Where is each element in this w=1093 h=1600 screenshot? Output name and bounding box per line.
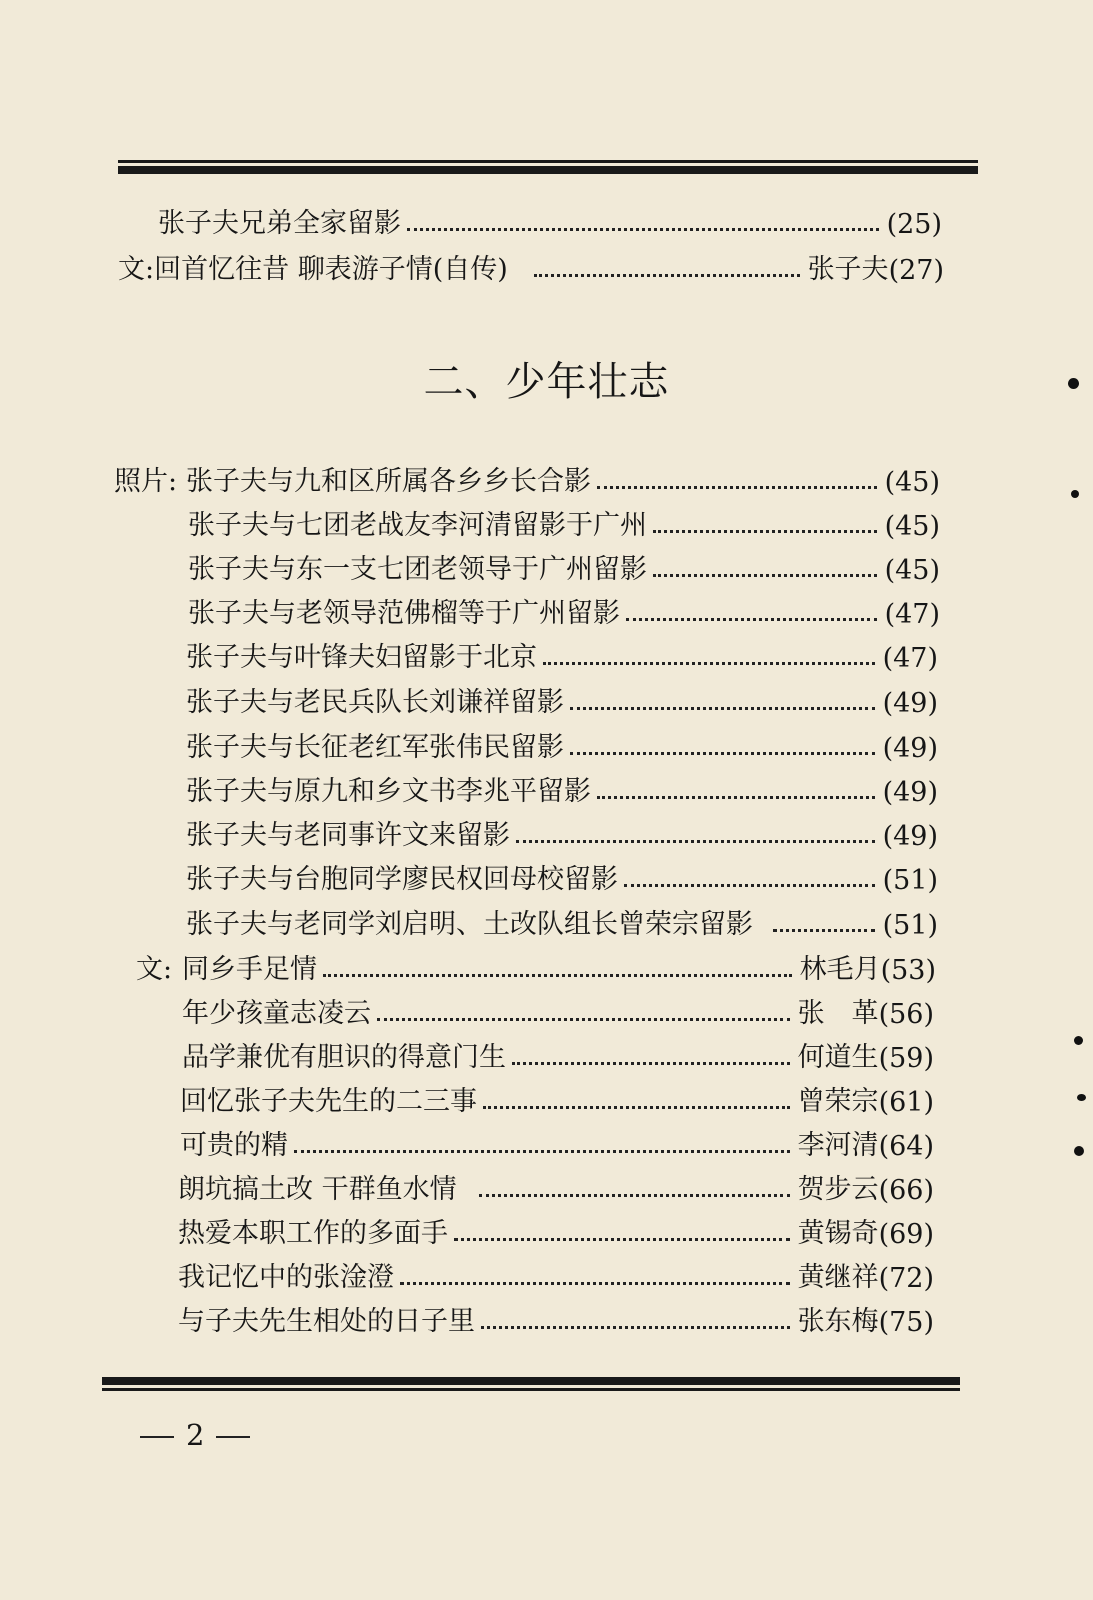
entry-author: 曾荣宗 [797,1086,879,1117]
dot-leader [570,752,875,755]
entry-title: 张子夫与老民兵队长刘谦祥留影 [186,687,564,718]
entry-page: (69) [878,1219,934,1250]
toc-entry [180,1126,934,1162]
dot-leader [323,974,792,977]
entry-title: 热爱本职工作的多面手 [178,1218,448,1249]
entry-page: (45) [884,555,940,586]
entry-title: 张子夫兄弟全家留影 [158,208,401,239]
entry-title: 同乡手足情 [182,954,317,985]
toc-entry [178,1214,934,1250]
dot-leader [653,574,877,577]
toc-entry [118,250,944,286]
entry-page: (49) [882,777,938,808]
dot-leader [407,228,879,231]
scan-speck [1077,1094,1086,1101]
entry-author: 李河清 [797,1130,879,1161]
dot-leader [377,1018,790,1021]
entry-page: (27) [888,255,944,286]
toc-entry [178,1302,934,1338]
dot-leader [543,662,875,665]
entry-page: (64) [878,1131,934,1162]
dot-leader [626,618,877,621]
entry-title: 张子夫与老同事许文来留影 [186,820,510,851]
dot-leader [516,840,875,843]
entry-title: 可贵的精 [180,1130,288,1161]
entry-prefix: 文: [118,254,155,285]
toc-entry [186,860,938,896]
entry-title: 张子夫与老同学刘启明、土改队组长曾荣宗留影 [186,909,753,940]
entry-author: 何道生 [797,1042,879,1073]
toc-entry [186,816,938,852]
entry-page: (49) [882,688,938,719]
entry-page: (47) [884,599,940,630]
entry-author: 张子夫 [807,254,889,285]
toc-entry [158,204,942,240]
entry-page: (53) [880,955,936,986]
toc-entry [114,462,940,498]
entry-page: (45) [884,511,940,542]
dot-leader [483,1106,790,1109]
dot-leader [773,929,875,932]
scan-speck [1074,1036,1083,1045]
toc-entry [186,728,938,764]
scan-speck [1074,1146,1084,1156]
dot-leader [400,1282,790,1285]
folio-dash-left [140,1436,174,1438]
text-prefix: 文: [136,954,173,985]
entry-page: (49) [882,733,938,764]
toc-entry [178,1258,934,1294]
section-heading: 二、少年壮志 [423,359,670,405]
entry-author: 林毛月 [799,954,881,985]
toc-entry [182,1038,934,1074]
dot-leader [597,796,875,799]
bottom-rule [102,1377,960,1391]
entry-page: (51) [882,910,938,941]
toc-entry [136,950,936,986]
toc-entry [178,1170,934,1206]
entry-author: 张 革 [797,998,879,1029]
dot-leader [479,1194,790,1197]
toc-entry [186,772,938,808]
top-rule [118,160,978,174]
dot-leader [570,707,875,710]
entry-title: 张子夫与长征老红军张伟民留影 [186,732,564,763]
entry-page: (72) [878,1263,934,1294]
entry-title: 张子夫与七团老战友李河清留影于广州 [188,510,647,541]
entry-title: 张子夫与老领导范佛榴等于广州留影 [188,598,620,629]
entry-page: (25) [886,209,942,240]
entry-author: 黄锡奇 [797,1218,879,1249]
entry-title: 我记忆中的张淦澄 [178,1262,394,1293]
entry-page: (56) [878,999,934,1030]
entry-page: (47) [882,643,938,674]
entry-title: 回首忆往昔 聊表游子情(自传) [154,254,508,285]
dot-leader [454,1238,790,1241]
entry-title: 张子夫与叶锋夫妇留影于北京 [186,642,537,673]
dot-leader [653,530,877,533]
scan-speck [1071,490,1079,498]
dot-leader [512,1062,790,1065]
toc-entry [180,1082,934,1118]
toc-entry [188,550,940,586]
entry-page: (61) [878,1087,934,1118]
toc-entry [188,594,940,630]
entry-page: (49) [882,821,938,852]
entry-page: (66) [878,1175,934,1206]
entry-title: 与子夫先生相处的日子里 [178,1306,475,1337]
toc-entry [182,994,934,1030]
page-number-value: 2 [186,1418,205,1452]
entry-title: 回忆张子夫先生的二三事 [180,1086,477,1117]
entry-title: 品学兼优有胆识的得意门生 [182,1042,506,1073]
entry-page: (59) [878,1043,934,1074]
dot-leader [624,884,875,887]
dot-leader [597,486,877,489]
photo-prefix: 照片: [114,466,178,497]
entry-author: 张东梅 [797,1306,879,1337]
toc-entry [188,506,940,542]
entry-title: 张子夫与原九和乡文书李兆平留影 [186,776,591,807]
entry-title: 张子夫与东一支七团老领导于广州留影 [188,554,647,585]
toc-entry [186,638,938,674]
entry-page: (51) [882,865,938,896]
toc-entry [186,683,938,719]
dot-leader [534,274,800,277]
entry-title: 年少孩童志凌云 [182,998,371,1029]
dot-leader [481,1326,790,1329]
entry-author: 黄继祥 [797,1262,879,1293]
entry-title: 张子夫与台胞同学廖民权回母校留影 [186,864,618,895]
entry-author: 贺步云 [797,1174,879,1205]
toc-entry [186,905,938,941]
entry-page: (75) [878,1307,934,1338]
page-number [128,1418,262,1452]
entry-title: 张子夫与九和区所属各乡乡长合影 [186,466,591,497]
scan-speck [1068,378,1079,389]
dot-leader [294,1150,790,1153]
folio-dash-right [216,1436,250,1438]
entry-page: (45) [884,467,940,498]
entry-title: 朗坑搞土改 干群鱼水情 [178,1174,457,1205]
